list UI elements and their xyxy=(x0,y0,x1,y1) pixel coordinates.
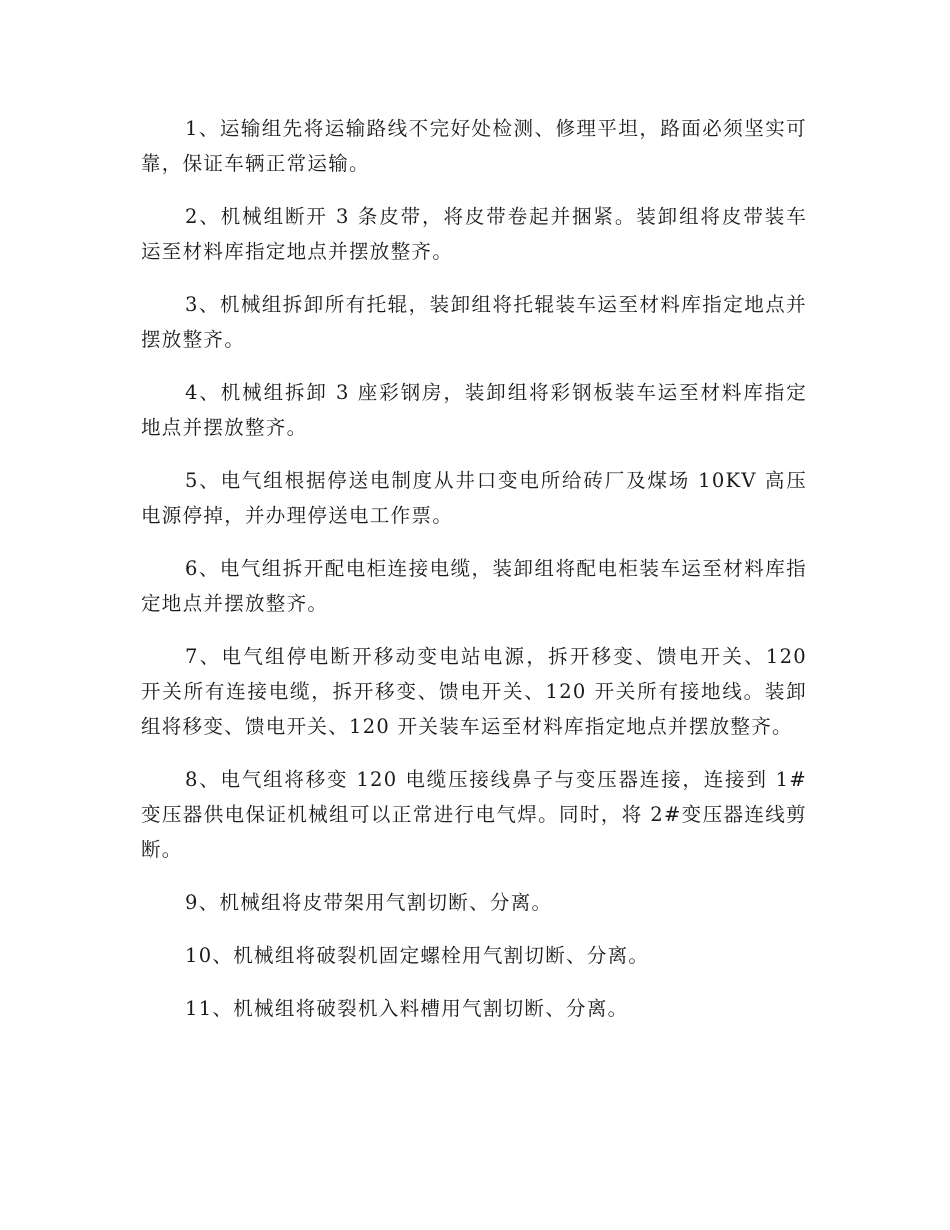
paragraph-3: 3、机械组拆卸所有托辊，装卸组将托辊装车运至材料库指定地点并摆放整齐。 xyxy=(141,293,807,351)
paragraph-4: 4、机械组拆卸 3 座彩钢房，装卸组将彩钢板装车运至材料库指定地点并摆放整齐。 xyxy=(141,381,807,439)
paragraph-6: 6、电气组拆开配电柜连接电缆，装卸组将配电柜装车运至材料库指定地点并摆放整齐。 xyxy=(141,557,807,615)
paragraph-10: 10、机械组将破裂机固定螺栓用气割切断、分离。 xyxy=(185,944,650,967)
paragraph-9: 9、机械组将皮带架用气割切断、分离。 xyxy=(185,891,553,914)
paragraph-5: 5、电气组根据停送电制度从井口变电所给砖厂及煤场 10KV 高压电源停掉，并办理停送电工作票。 xyxy=(141,469,807,527)
paragraph-1: 1、运输组先将运输路线不完好处检测、修理平坦，路面必须坚实可靠，保证车辆正常运输。 xyxy=(141,117,807,175)
paragraph-8: 8、电气组将移变 120 电缆压接线鼻子与变压器连接，连接到 1#变压器供电保证机械组可以正常进行电气焊。同时，将 2#变压器连线剪断。 xyxy=(141,768,807,861)
document-body xyxy=(141,111,807,1044)
paragraph-2: 2、机械组断开 3 条皮带，将皮带卷起并捆紧。装卸组将皮带装车运至材料库指定地点并摆放整齐。 xyxy=(141,205,807,263)
paragraph-11: 11、机械组将破裂机入料槽用气割切断、分离。 xyxy=(185,997,629,1020)
paragraph-7: 7、电气组停电断开移动变电站电源，拆开移变、馈电开关、120 开关所有连接电缆，拆开移变、馈电开关、120 开关所有接地线。装卸组将移变、馈电开关、120 开关装车运至材料库指定地点并摆放整齐。 xyxy=(141,645,807,738)
